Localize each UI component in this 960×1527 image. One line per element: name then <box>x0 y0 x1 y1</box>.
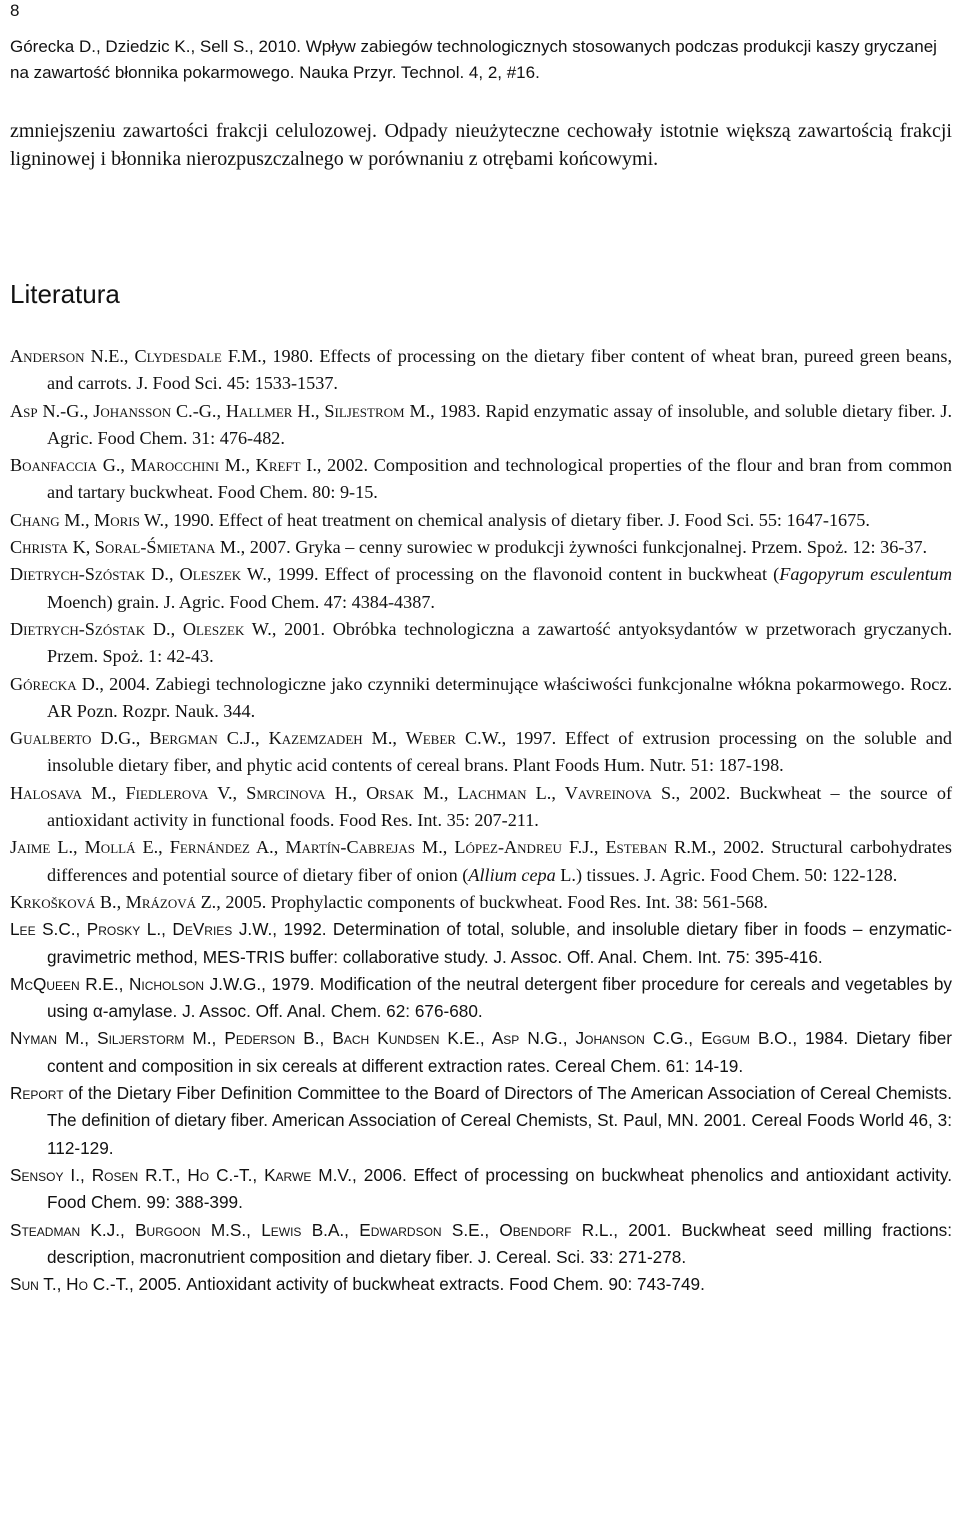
reference-text: Zabiegi technologiczne jako czynniki determinujące właściwości funkcjonalne włókna pokarmowego. Rocz. AR Pozn. Rozpr. Nauk. 344. <box>47 673 953 721</box>
body-paragraph: zmniejszeniu zawartości frakcji celulozowej. Odpady nieużyteczne cechowały istotnie większą zawartością frakcji ligninowej i błonnika nierozpuszczalnego w porównaniu z otrębami końcowymi. <box>10 120 952 170</box>
reference-text: Modification of the neutral detergent fiber procedure for cereals and vegetables by using α-amylase. J. Assoc. Off. Anal. Chem. 62: 676-680. <box>47 973 953 1022</box>
reference-item <box>10 1271 952 1298</box>
reference-authors: Krkošková B., Mrázová Z., 2005. <box>10 891 267 912</box>
reference-item <box>10 561 952 616</box>
reference-item <box>10 889 952 916</box>
reference-item <box>10 1162 952 1217</box>
reference-authors: Lee S.C., Prosky L., DeVries J.W., 1992. <box>10 919 327 940</box>
reference-text: Determination of total, soluble, and insoluble dietary fiber in foods – enzymatic-gravimetric method, MES-TRIS buffer: collaborative study. J. Assoc. Off. Anal. Chem. Int. 75: 395-416. <box>47 919 952 967</box>
reference-authors: Chang M., Moris W., 1990. <box>10 509 215 530</box>
reference-authors: Christa K, Soral-Śmietana M., 2007. <box>10 537 291 558</box>
reference-authors: Dietrych-Szóstak D., Oleszek W., 1999. <box>10 564 319 585</box>
reference-item <box>10 616 952 671</box>
reference-text: Rapid enzymatic assay of insoluble, and soluble dietary fiber. J. Agric. Food Chem. 31: 476-482. <box>47 400 952 448</box>
reference-item <box>10 1217 952 1272</box>
reference-text: Prophylactic components of buckwheat. Food Res. Int. 38: 561-568. <box>270 891 768 912</box>
reference-authors: Dietrych-Szóstak D., Oleszek W., 2001. <box>10 618 326 639</box>
reference-authors: Sun T., Ho C.-T., 2005. <box>10 1274 182 1295</box>
reference-text: of the Dietary Fiber Definition Committee to the Board of Directors of The American Association of Cereal Chemists. The definition of dietary fiber. American Association of Cereal Chemists, St. Paul, MN. 2001. Cereal Foods World 46, 3: 112-129. <box>47 1083 953 1158</box>
reference-authors: Nyman M., Siljerstorm M., Pederson B., Bach Kundsen K.E., Asp N.G., Johanson C.G., Eggum B.O., 1984. <box>10 1028 849 1049</box>
reference-authors: Sensoy I., Rosen R.T., Ho C.-T., Karwe M.V., 2006. <box>10 1164 407 1185</box>
reference-item <box>10 916 952 971</box>
reference-authors: McQueen R.E., Nicholson J.W.G., 1979. <box>10 973 315 994</box>
reference-authors: Asp N.-G., Johansson C.-G., Hallmer H., Siljestrom M., 1983. <box>10 400 481 421</box>
reference-text: Effect of processing on buckwheat phenolics and antioxidant activity. Food Chem. 99: 388-399. <box>47 1164 953 1213</box>
reference-text: Effects of processing on the dietary fiber content of wheat bran, pureed green beans, and carrots. J. Food Sci. 45: 1533-1537. <box>47 346 952 394</box>
reference-item <box>10 971 952 1026</box>
reference-authors: Steadman K.J., Burgoon M.S., Lewis B.A., Edwardson S.E., Obendorf R.L., 2001. <box>10 1219 672 1240</box>
reference-text: Dietary fiber content and composition in six cereals at different extraction rates. Cereal Chem. 61: 14-19. <box>47 1028 953 1076</box>
reference-item <box>10 1080 952 1162</box>
reference-text-after: Moench) grain. J. Agric. Food Chem. 47: 4384-4387. <box>47 591 435 612</box>
reference-item <box>10 780 952 835</box>
reference-item <box>10 398 952 453</box>
reference-item <box>10 834 952 889</box>
reference-text: Antioxidant activity of buckwheat extracts. Food Chem. 90: 743-749. <box>186 1274 705 1295</box>
reference-text: Effect of extrusion processing on the soluble and insoluble dietary fiber, and phytic acid contents of cereal brans. Plant Foods Hum. Nutr. 51: 187-198. <box>47 728 953 776</box>
reference-item <box>10 343 952 398</box>
reference-text: Gryka – cenny surowiec w produkcji żywności funkcjonalnej. Przem. Spoż. 12: 36-37. <box>295 537 928 558</box>
reference-authors: Górecka D., 2004. <box>10 673 151 694</box>
reference-text: Composition and technological properties of the flour and bran from common and tartary buckwheat. Food Chem. 80: 9-15. <box>47 455 952 503</box>
reference-text-before: Effect of processing on the flavonoid content in buckwheat ( <box>324 564 780 585</box>
section-heading-references: Literatura <box>10 279 120 309</box>
reference-text: Buckwheat – the source of antioxidant activity in functional foods. Food Res. Int. 35: 207-211. <box>47 782 953 831</box>
reference-text: Buckwheat seed milling fractions: description, macronutrient composition and dietary fiber. J. Cereal. Sci. 33: 271-278. <box>47 1219 952 1267</box>
reference-text: Effect of heat treatment on chemical analysis of dietary fiber. J. Food Sci. 55: 1647-1675. <box>218 509 870 530</box>
running-head-citation: Górecka D., Dziedzic K., Sell S., 2010. Wpływ zabiegów technologicznych stosowanych podczas produkcji kaszy gryczanej na zawartość błonnika pokarmowego. Nauka Przyr. Technol. 4, 2, #16. <box>10 37 937 82</box>
reference-text-before: Structural carbohydrates differences and potential source of dietary fiber of onion ( <box>47 837 952 885</box>
page-number: 8 <box>10 1 20 20</box>
reference-text-after: L.) tissues. J. Agric. Food Chem. 50: 122-128. <box>555 864 898 885</box>
reference-authors: Report <box>10 1083 64 1104</box>
reference-authors: Boanfaccia G., Marocchini M., Kreft I., 2002. <box>10 455 369 476</box>
reference-item <box>10 452 952 507</box>
reference-item <box>10 507 952 534</box>
reference-item <box>10 534 952 561</box>
reference-authors: Anderson N.E., Clydesdale F.M., 1980. <box>10 346 314 366</box>
reference-list <box>10 343 952 1298</box>
reference-authors: Gualberto D.G., Bergman C.J., Kazemzadeh M., Weber C.W., 1997. <box>10 728 557 749</box>
reference-item <box>10 1025 952 1080</box>
reference-text: Obróbka technologiczna a zawartość antyoksydantów w przetworach gryczanych. Przem. Spoż. 1: 42-43. <box>47 618 952 667</box>
reference-authors: Jaime L., Mollá E., Fernández A., Martín-Cabrejas M., López-Andreu F.J., Esteban R.M., 2002. <box>10 837 765 858</box>
reference-species-italic: Allium cepa <box>468 864 556 885</box>
reference-item <box>10 671 952 726</box>
reference-authors: Halosava M., Fiedlerova V., Smrcinova H., Orsak M., Lachman L., Vavreinova S., 2002. <box>10 782 731 803</box>
reference-item <box>10 725 952 780</box>
reference-species-italic: Fagopyrum esculentum <box>779 564 952 585</box>
